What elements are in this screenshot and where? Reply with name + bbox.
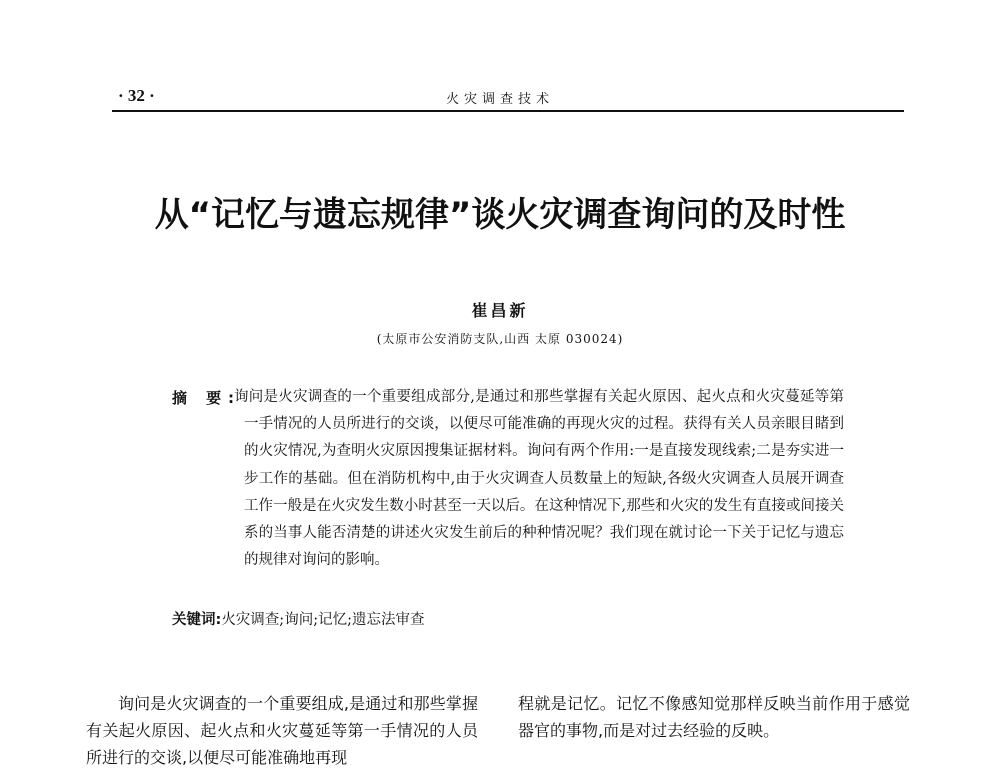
abstract-label: 摘 要: [172, 389, 234, 407]
running-head: 火灾调查技术 [445, 92, 554, 107]
keywords-line [172, 608, 424, 629]
page-number: · 32 · [118, 86, 155, 105]
abstract-text: 询问是火灾调查的一个重要组成部分,是通过和那些掌握有关起火原因、起火点和火灾蔓延等第一手情况的人员所进行的交谈，以便尽可能准确的再现火灾的过程。获得有关人员亲眼目睹到的火灾情况,为查明火灾原因搜集证据材料。询问有两个作用:一是直接发现线索;二是夯实进一步工作的基础。但在消防机构中,由于火灾调查人员数量上的短缺,各级火灾调查人员展开调查工作一般是在火灾发生数小时甚至一天以后。在这种情况下,那些和火灾的发生有直接或间接关系的当事人能否清楚的讲述火灾发生前后的种种情况呢？我们现在就讨论一下关于记忆与遗忘的规律对询问的影响。 [234, 389, 844, 569]
header-rule [112, 110, 904, 112]
keywords-label: 关键词: [172, 612, 222, 628]
keywords-text: 火灾调查;询问;记忆;遗忘法审查 [221, 612, 425, 628]
author-affiliation: (太原市公安消防支队,山西 太原 030024) [376, 332, 624, 346]
body-column-right: 程就是记忆。记忆不像感知觉那样反映当前作用于感觉器官的事物,而是对过去经验的反映。 [518, 694, 910, 740]
body-column-left: 询问是火灾调查的一个重要组成,是通过和那些掌握有关起火原因、起火点和火灾蔓延等第一手情况的人员所进行的交谈,以便尽可能准确地再现 [86, 694, 478, 767]
article-title: 从“记忆与遗忘规律”谈火灾调查询问的及时性 [154, 195, 846, 235]
author-name: 崔昌新 [471, 301, 529, 320]
